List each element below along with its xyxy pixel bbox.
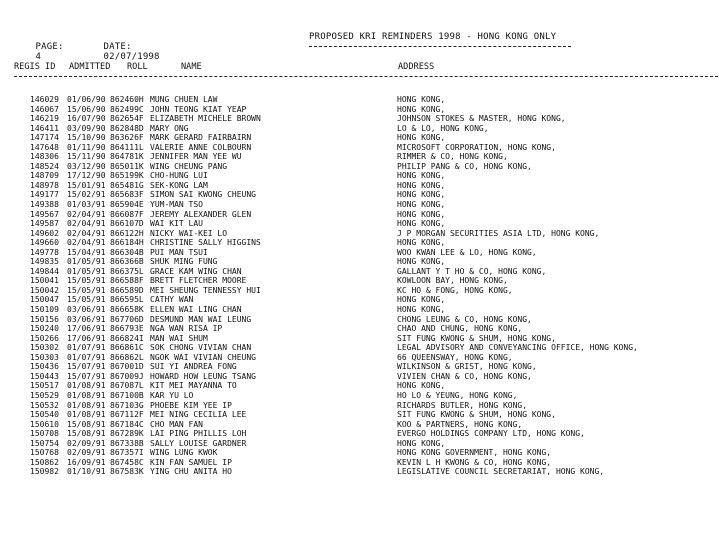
roll-number-cell: 865683F [110,190,144,200]
admitted-date-cell: 01/08/91 [67,390,106,400]
roll-number-cell: 865481G [110,180,144,190]
admitted-date-cell: 17/06/91 [67,333,106,343]
regis-id-cell: 149602 [30,228,59,238]
address-cell: EVERGO HOLDINGS COMPANY LTD, HONG KONG, [397,429,585,439]
admitted-date-cell: 01/03/91 [67,200,106,210]
table-row [30,315,710,325]
name-cell: YING CHU ANITA HO [150,467,232,477]
admitted-date-cell: 15/08/91 [67,429,106,439]
date-label: DATE: [103,42,132,52]
address-cell: HONG KONG, [397,305,446,315]
name-cell: KIT MEI MAYANNA TO [150,381,237,391]
regis-id-cell: 147174 [30,133,59,143]
roll-number-cell: 866366B [110,257,144,267]
regis-id-cell: 148306 [30,152,59,162]
roll-number-cell: 866589D [110,285,144,295]
name-cell: WAI KIT LAU [150,219,203,229]
admitted-date-cell: 02/09/91 [67,438,106,448]
regis-id-cell: 150862 [30,457,59,467]
roll-number-cell: 866304B [110,247,144,257]
admitted-date-cell: 02/04/91 [67,209,106,219]
roll-number-cell: 866375L [110,266,144,276]
name-cell: ELLEN WAI LING CHAN [150,305,242,315]
name-cell: SIMON SAI KWONG CHEUNG [150,190,256,200]
address-cell: SIT FUNG KWONG & SHUM, HONG KONG, [397,410,556,420]
admitted-date-cell: 17/06/91 [67,324,106,334]
col-header-admitted: ADMITTED [69,62,111,72]
table-row [30,362,710,372]
table-row [30,458,710,468]
roll-number-cell: 864111L [110,142,144,152]
address-cell: VIVIEN CHAN & CO, HONG KONG, [397,371,532,381]
roll-number-cell: 864781K [110,152,144,162]
table-row [30,257,710,267]
roll-number-cell: 862499C [110,104,144,114]
address-cell: HONG KONG, [397,180,446,190]
table-row [30,334,710,344]
admitted-date-cell: 16/09/91 [67,457,106,467]
records-table [30,95,710,477]
table-row [30,276,710,286]
regis-id-cell: 150302 [30,343,59,353]
address-cell: LO & LO, HONG KONG, [397,123,489,133]
title-underline [309,46,571,47]
address-cell: HONG KONG, [397,133,446,143]
name-cell: NGA WAN RISA IP [150,324,223,334]
table-row [30,124,710,134]
name-cell: MARY ONG [150,123,189,133]
table-row [30,324,710,334]
col-header-name: NAME [181,62,202,72]
roll-number-cell: 862460H [110,95,144,104]
admitted-date-cell: 15/04/91 [67,247,106,257]
table-row [30,420,710,430]
table-row [30,152,710,162]
address-cell: KEVIN L H KWONG & CO, HONG KONG, [397,457,552,467]
regis-id-cell: 148709 [30,171,59,181]
address-cell: CHAO AND CHUNG, HONG KONG, [397,324,523,334]
name-cell: LAI PING PHILLIS LOH [150,429,247,439]
table-row [30,105,710,115]
table-row [30,162,710,172]
roll-number-cell: 866184H [110,238,144,248]
admitted-date-cell: 02/04/91 [67,228,106,238]
address-cell: HONG KONG, [397,190,446,200]
name-cell: ELIZABETH MICHELE BROWN [150,114,261,124]
address-cell: HONG KONG, [397,200,446,210]
roll-number-cell: 866862L [110,352,144,362]
address-cell: HONG KONG, [397,438,446,448]
address-cell: HONG KONG GOVERNMENT, HONG KONG, [397,448,552,458]
name-cell: KIN FAN SAMUEL IP [150,457,232,467]
regis-id-cell: 150436 [30,362,59,372]
table-row [30,401,710,411]
table-row [30,267,710,277]
admitted-date-cell: 15/06/90 [67,104,106,114]
admitted-date-cell: 15/05/91 [67,295,106,305]
regis-id-cell: 149844 [30,266,59,276]
name-cell: SOK CHONG VIVIAN CHAN [150,343,252,353]
address-cell: JOHNSON STOKES & MASTER, HONG KONG, [397,114,566,124]
name-cell: MEI NING CECILIA LEE [150,410,247,420]
roll-number-cell: 862654F [110,114,144,124]
table-row [30,114,710,124]
roll-number-cell: 866107D [110,219,144,229]
table-row [30,190,710,200]
name-cell: SUI YI ANDREA FONG [150,362,237,372]
admitted-date-cell: 15/05/91 [67,285,106,295]
roll-number-cell: 867001D [110,362,144,372]
name-cell: CHO-HUNG LUI [150,171,208,181]
roll-number-cell: 867289K [110,429,144,439]
regis-id-cell: 148978 [30,180,59,190]
regis-id-cell: 150517 [30,381,59,391]
roll-number-cell: 866122H [110,228,144,238]
admitted-date-cell: 15/07/91 [67,371,106,381]
address-cell: KOWLOON BAY, HONG KONG, [397,276,508,286]
address-cell: WOO KWAN LEE & LO, HONG KONG, [397,247,537,257]
roll-number-cell: 862848D [110,123,144,133]
name-cell: MARK GERARD FAIRBAIRN [150,133,252,143]
admitted-date-cell: 03/12/90 [67,161,106,171]
regis-id-cell: 150754 [30,438,59,448]
address-cell: HONG KONG, [397,209,446,219]
name-cell: HOWARD HOW LEUNG TSANG [150,371,256,381]
regis-id-cell: 150041 [30,276,59,286]
regis-id-cell: 149778 [30,247,59,257]
roll-number-cell: 863626F [110,133,144,143]
name-cell: CATHY WAN [150,295,194,305]
roll-number-cell: 867357I [110,448,144,458]
roll-number-cell: 867100B [110,390,144,400]
name-cell: NICKY WAI-KEI LO [150,228,228,238]
roll-number-cell: 865904E [110,200,144,210]
name-cell: GRACE KAM WING CHAN [150,266,242,276]
name-cell: CHO MAN FAN [150,419,203,429]
regis-id-cell: 150156 [30,314,59,324]
roll-number-cell: 867706D [110,314,144,324]
name-cell: JOHN TEONG KIAT YEAP [150,104,247,114]
table-row [30,295,710,305]
regis-id-cell: 150047 [30,295,59,305]
regis-id-cell: 147648 [30,142,59,152]
regis-id-cell: 149567 [30,209,59,219]
regis-id-cell: 150532 [30,400,59,410]
regis-id-cell: 146067 [30,104,59,114]
admitted-date-cell: 03/09/90 [67,123,106,133]
name-cell: SHUK MING FUNG [150,257,218,267]
address-cell: RICHARDS BUTLER, HONG KONG, [397,400,528,410]
name-cell: MEI SHEUNG TENNESSY HUI [150,285,261,295]
name-cell: PUI MAN TSUI [150,247,208,257]
regis-id-cell: 149587 [30,219,59,229]
name-cell: BRETT FLETCHER MOORE [150,276,247,286]
admitted-date-cell: 03/06/91 [67,305,106,315]
address-cell: GALLANT Y T HO & CO, HONG KONG, [397,266,547,276]
name-cell: NGOK WAI VIVIAN CHEUNG [150,352,256,362]
address-cell: LEGISLATIVE COUNCIL SECRETARIAT, HONG KONG, [397,467,605,477]
regis-id-cell: 150768 [30,448,59,458]
address-cell: PHILIP PANG & CO, HONG KONG, [397,161,532,171]
name-cell: YUM-MAN TSO [150,200,203,210]
name-cell: JEREMY ALEXANDER GLEN [150,209,252,219]
table-row [30,95,710,105]
admitted-date-cell: 01/08/91 [67,400,106,410]
regis-id-cell: 146219 [30,114,59,124]
address-cell: KC HO & FONG, HONG KONG, [397,285,513,295]
report-title: PROPOSED KRI REMINDERS 1998 - HONG KONG ONLY [309,32,557,42]
admitted-date-cell: 16/07/90 [67,114,106,124]
admitted-date-cell: 02/09/91 [67,448,106,458]
table-row [30,381,710,391]
admitted-date-cell: 17/12/90 [67,171,106,181]
table-row [30,429,710,439]
roll-number-cell: 867583K [110,467,144,477]
table-row [30,238,710,248]
regis-id-cell: 146029 [30,95,59,104]
name-cell: WING LUNG KWOK [150,448,218,458]
date-value: 02/07/1998 [103,52,160,62]
name-cell: MUNG CHUEN LAW [150,95,218,104]
regis-id-cell: 148524 [30,161,59,171]
table-row [30,305,710,315]
table-row [30,467,710,477]
admitted-date-cell: 15/11/90 [67,152,106,162]
regis-id-cell: 150529 [30,390,59,400]
page-number: 4 [35,52,42,62]
table-row [30,181,710,191]
address-cell: SIT FUNG KWONG & SHUM, HONG KONG, [397,333,556,343]
roll-number-cell: 867184C [110,419,144,429]
table-row [30,219,710,229]
address-cell: HONG KONG, [397,219,446,229]
admitted-date-cell: 01/08/91 [67,381,106,391]
table-row [30,372,710,382]
table-row [30,133,710,143]
roll-number-cell: 865011K [110,161,144,171]
roll-number-cell: 866861C [110,343,144,353]
roll-number-cell: 865199K [110,171,144,181]
address-cell: KOO & PARTNERS, HONG KONG, [397,419,523,429]
address-cell: HONG KONG, [397,257,446,267]
roll-number-cell: 866087F [110,209,144,219]
address-cell: CHONG LEUNG & CO, HONG KONG, [397,314,532,324]
address-cell: HONG KONG, [397,95,446,104]
address-cell: MICROSOFT CORPORATION, HONG KONG, [397,142,556,152]
page-label: PAGE: [35,42,64,52]
col-header-address: ADDRESS [398,62,435,72]
regis-id-cell: 150610 [30,419,59,429]
table-row [30,448,710,458]
admitted-date-cell: 01/08/91 [67,410,106,420]
admitted-date-cell: 01/06/90 [67,95,106,104]
address-cell: HONG KONG, [397,171,446,181]
regis-id-cell: 150303 [30,352,59,362]
regis-id-cell: 150708 [30,429,59,439]
roll-number-cell: 866595L [110,295,144,305]
address-cell: HONG KONG, [397,381,446,391]
roll-number-cell: 867338B [110,438,144,448]
col-header-roll: ROLL [127,62,148,72]
regis-id-cell: 146411 [30,123,59,133]
address-cell: LEGAL ADVISORY AND CONVEYANCING OFFICE, HONG KONG, [397,343,638,353]
table-row [30,229,710,239]
address-cell: HO LO & YEUNG, HONG KONG, [397,390,518,400]
admitted-date-cell: 01/05/91 [67,266,106,276]
table-row [30,439,710,449]
regis-id-cell: 149835 [30,257,59,267]
admitted-date-cell: 15/01/91 [67,180,106,190]
admitted-date-cell: 01/07/91 [67,343,106,353]
admitted-date-cell: 02/04/91 [67,238,106,248]
column-header-rule [14,76,718,77]
address-cell: HONG KONG, [397,295,446,305]
table-row [30,353,710,363]
regis-id-cell: 150109 [30,305,59,315]
regis-id-cell: 150266 [30,333,59,343]
name-cell: JENNIFER MAN YEE WU [150,152,242,162]
table-row [30,143,710,153]
address-cell: J P MORGAN SECURITIES ASIA LTD, HONG KONG, [397,228,600,238]
address-cell: WILKINSON & GRIST, HONG KONG, [397,362,537,372]
name-cell: PHOEBE KIM YEE IP [150,400,232,410]
admitted-date-cell: 02/04/91 [67,219,106,229]
admitted-date-cell: 01/05/91 [67,257,106,267]
regis-id-cell: 150540 [30,410,59,420]
name-cell: DESMUND MAN WAI LEUNG [150,314,252,324]
name-cell: KAR YU LO [150,390,194,400]
table-row [30,410,710,420]
roll-number-cell: 867087L [110,381,144,391]
admitted-date-cell: 01/11/90 [67,142,106,152]
name-cell: WING CHEUNG PANG [150,161,228,171]
name-cell: SALLY LOUISE GARDNER [150,438,247,448]
table-row [30,248,710,258]
admitted-date-cell: 15/05/91 [67,276,106,286]
admitted-date-cell: 01/10/91 [67,467,106,477]
table-row [30,171,710,181]
regis-id-cell: 150443 [30,371,59,381]
roll-number-cell: 866824I [110,333,144,343]
regis-id-cell: 150982 [30,467,59,477]
table-row [30,286,710,296]
name-cell: SEK-KONG LAM [150,180,208,190]
admitted-date-cell: 15/07/91 [67,362,106,372]
table-row [30,391,710,401]
table-row [30,343,710,353]
col-header-regis-id: REGIS ID [14,62,56,72]
table-row [30,210,710,220]
roll-number-cell: 867112F [110,410,144,420]
admitted-date-cell: 01/07/91 [67,352,106,362]
address-cell: RIMMER & CO, HONG KONG, [397,152,508,162]
roll-number-cell: 867458C [110,457,144,467]
address-cell: HONG KONG, [397,238,446,248]
roll-number-cell: 867103G [110,400,144,410]
admitted-date-cell: 15/08/91 [67,419,106,429]
admitted-date-cell: 15/10/90 [67,133,106,143]
table-row [30,200,710,210]
regis-id-cell: 149660 [30,238,59,248]
regis-id-cell: 150042 [30,285,59,295]
admitted-date-cell: 03/06/91 [67,314,106,324]
roll-number-cell: 866793E [110,324,144,334]
address-cell: HONG KONG, [397,104,446,114]
roll-number-cell: 866658K [110,305,144,315]
regis-id-cell: 149177 [30,190,59,200]
regis-id-cell: 149388 [30,200,59,210]
name-cell: CHRISTINE SALLY HIGGINS [150,238,261,248]
admitted-date-cell: 15/02/91 [67,190,106,200]
name-cell: MAN WAI SHUM [150,333,208,343]
roll-number-cell: 867009J [110,371,144,381]
roll-number-cell: 866588F [110,276,144,286]
name-cell: VALERIE ANNE COLBOURN [150,142,252,152]
address-cell: 66 QUEENSWAY, HONG KONG, [397,352,513,362]
regis-id-cell: 150240 [30,324,59,334]
